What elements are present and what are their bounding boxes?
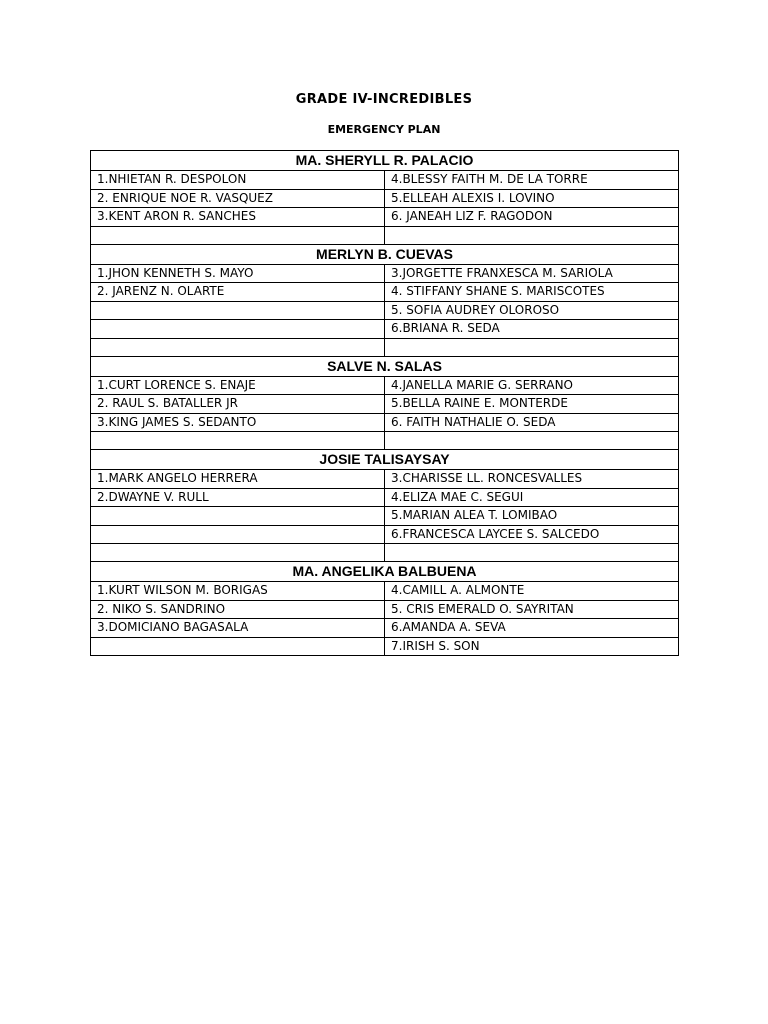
member-cell-right: 5. CRIS EMERALD O. SAYRITAN (385, 600, 679, 619)
member-row (91, 208, 679, 227)
member-cell-left: 2.DWAYNE V. RULL (91, 488, 385, 507)
member-cell-left: 1.NHIETAN R. DESPOLON (91, 171, 385, 190)
member-cell-left (91, 544, 385, 562)
member-row (91, 283, 679, 302)
member-cell-left (91, 637, 385, 656)
blank-spacer-row (91, 226, 679, 244)
member-cell-left (91, 338, 385, 356)
member-row (91, 619, 679, 638)
member-cell-left: 2. JARENZ N. OLARTE (91, 283, 385, 302)
blank-spacer-row (91, 432, 679, 450)
member-row (91, 264, 679, 283)
emergency-plan-table (90, 150, 679, 656)
member-cell-left: 3.KENT ARON R. SANCHES (91, 208, 385, 227)
member-cell-left: 3.KING JAMES S. SEDANTO (91, 413, 385, 432)
group-leader-name: MERLYN B. CUEVAS (91, 244, 679, 264)
member-cell-left: 2. NIKO S. SANDRINO (91, 600, 385, 619)
member-cell-right: 5. SOFIA AUDREY OLOROSO (385, 301, 679, 320)
member-cell-left (91, 507, 385, 526)
group-header-row (91, 151, 679, 171)
member-cell-right: 6.AMANDA A. SEVA (385, 619, 679, 638)
group-header-row (91, 562, 679, 582)
member-row (91, 301, 679, 320)
group-header-row (91, 450, 679, 470)
member-cell-left (91, 525, 385, 544)
member-cell-right: 3.JORGETTE FRANXESCA M. SARIOLA (385, 264, 679, 283)
member-cell-left: 1.KURT WILSON M. BORIGAS (91, 582, 385, 601)
group-leader-name: MA. ANGELIKA BALBUENA (91, 562, 679, 582)
member-row (91, 525, 679, 544)
member-row (91, 171, 679, 190)
member-cell-left: 2. RAUL S. BATALLER JR (91, 395, 385, 414)
member-row (91, 470, 679, 489)
member-row (91, 582, 679, 601)
member-cell-left (91, 226, 385, 244)
member-cell-right: 5.ELLEAH ALEXIS I. LOVINO (385, 189, 679, 208)
member-cell-right: 6.FRANCESCA LAYCEE S. SALCEDO (385, 525, 679, 544)
member-cell-right: 3.CHARISSE LL. RONCESVALLES (385, 470, 679, 489)
blank-spacer-row (91, 544, 679, 562)
member-cell-right (385, 226, 679, 244)
member-cell-right: 4.ELIZA MAE C. SEGUI (385, 488, 679, 507)
group-leader-name: MA. SHERYLL R. PALACIO (91, 151, 679, 171)
member-cell-right: 4.CAMILL A. ALMONTE (385, 582, 679, 601)
member-row (91, 600, 679, 619)
member-row (91, 376, 679, 395)
member-cell-right (385, 338, 679, 356)
member-cell-right: 4.JANELLA MARIE G. SERRANO (385, 376, 679, 395)
member-cell-right: 4. STIFFANY SHANE S. MARISCOTES (385, 283, 679, 302)
member-cell-right: 4.BLESSY FAITH M. DE LA TORRE (385, 171, 679, 190)
member-row (91, 413, 679, 432)
member-cell-right: 6. JANEAH LIZ F. RAGODON (385, 208, 679, 227)
group-header-row (91, 356, 679, 376)
member-row (91, 189, 679, 208)
member-cell-left: 1.JHON KENNETH S. MAYO (91, 264, 385, 283)
member-cell-left (91, 432, 385, 450)
member-cell-right: 5.BELLA RAINE E. MONTERDE (385, 395, 679, 414)
member-row (91, 395, 679, 414)
member-row (91, 488, 679, 507)
group-leader-name: JOSIE TALISAYSAY (91, 450, 679, 470)
member-cell-left: 3.DOMICIANO BAGASALA (91, 619, 385, 638)
member-row (91, 507, 679, 526)
member-cell-left: 1.MARK ANGELO HERRERA (91, 470, 385, 489)
document-subtitle: EMERGENCY PLAN (327, 123, 441, 136)
member-cell-left: 1.CURT LORENCE S. ENAJE (91, 376, 385, 395)
member-cell-right: 6. FAITH NATHALIE O. SEDA (385, 413, 679, 432)
member-cell-right: 5.MARIAN ALEA T. LOMIBAO (385, 507, 679, 526)
member-cell-left (91, 320, 385, 339)
member-cell-left (91, 301, 385, 320)
member-row (91, 637, 679, 656)
group-leader-name: SALVE N. SALAS (91, 356, 679, 376)
member-cell-right: 7.IRISH S. SON (385, 637, 679, 656)
member-cell-right (385, 544, 679, 562)
document-title: GRADE IV-INCREDIBLES (295, 92, 473, 107)
member-cell-right: 6.BRIANA R. SEDA (385, 320, 679, 339)
member-cell-right (385, 432, 679, 450)
member-row (91, 320, 679, 339)
group-header-row (91, 244, 679, 264)
blank-spacer-row (91, 338, 679, 356)
member-cell-left: 2. ENRIQUE NOE R. VASQUEZ (91, 189, 385, 208)
